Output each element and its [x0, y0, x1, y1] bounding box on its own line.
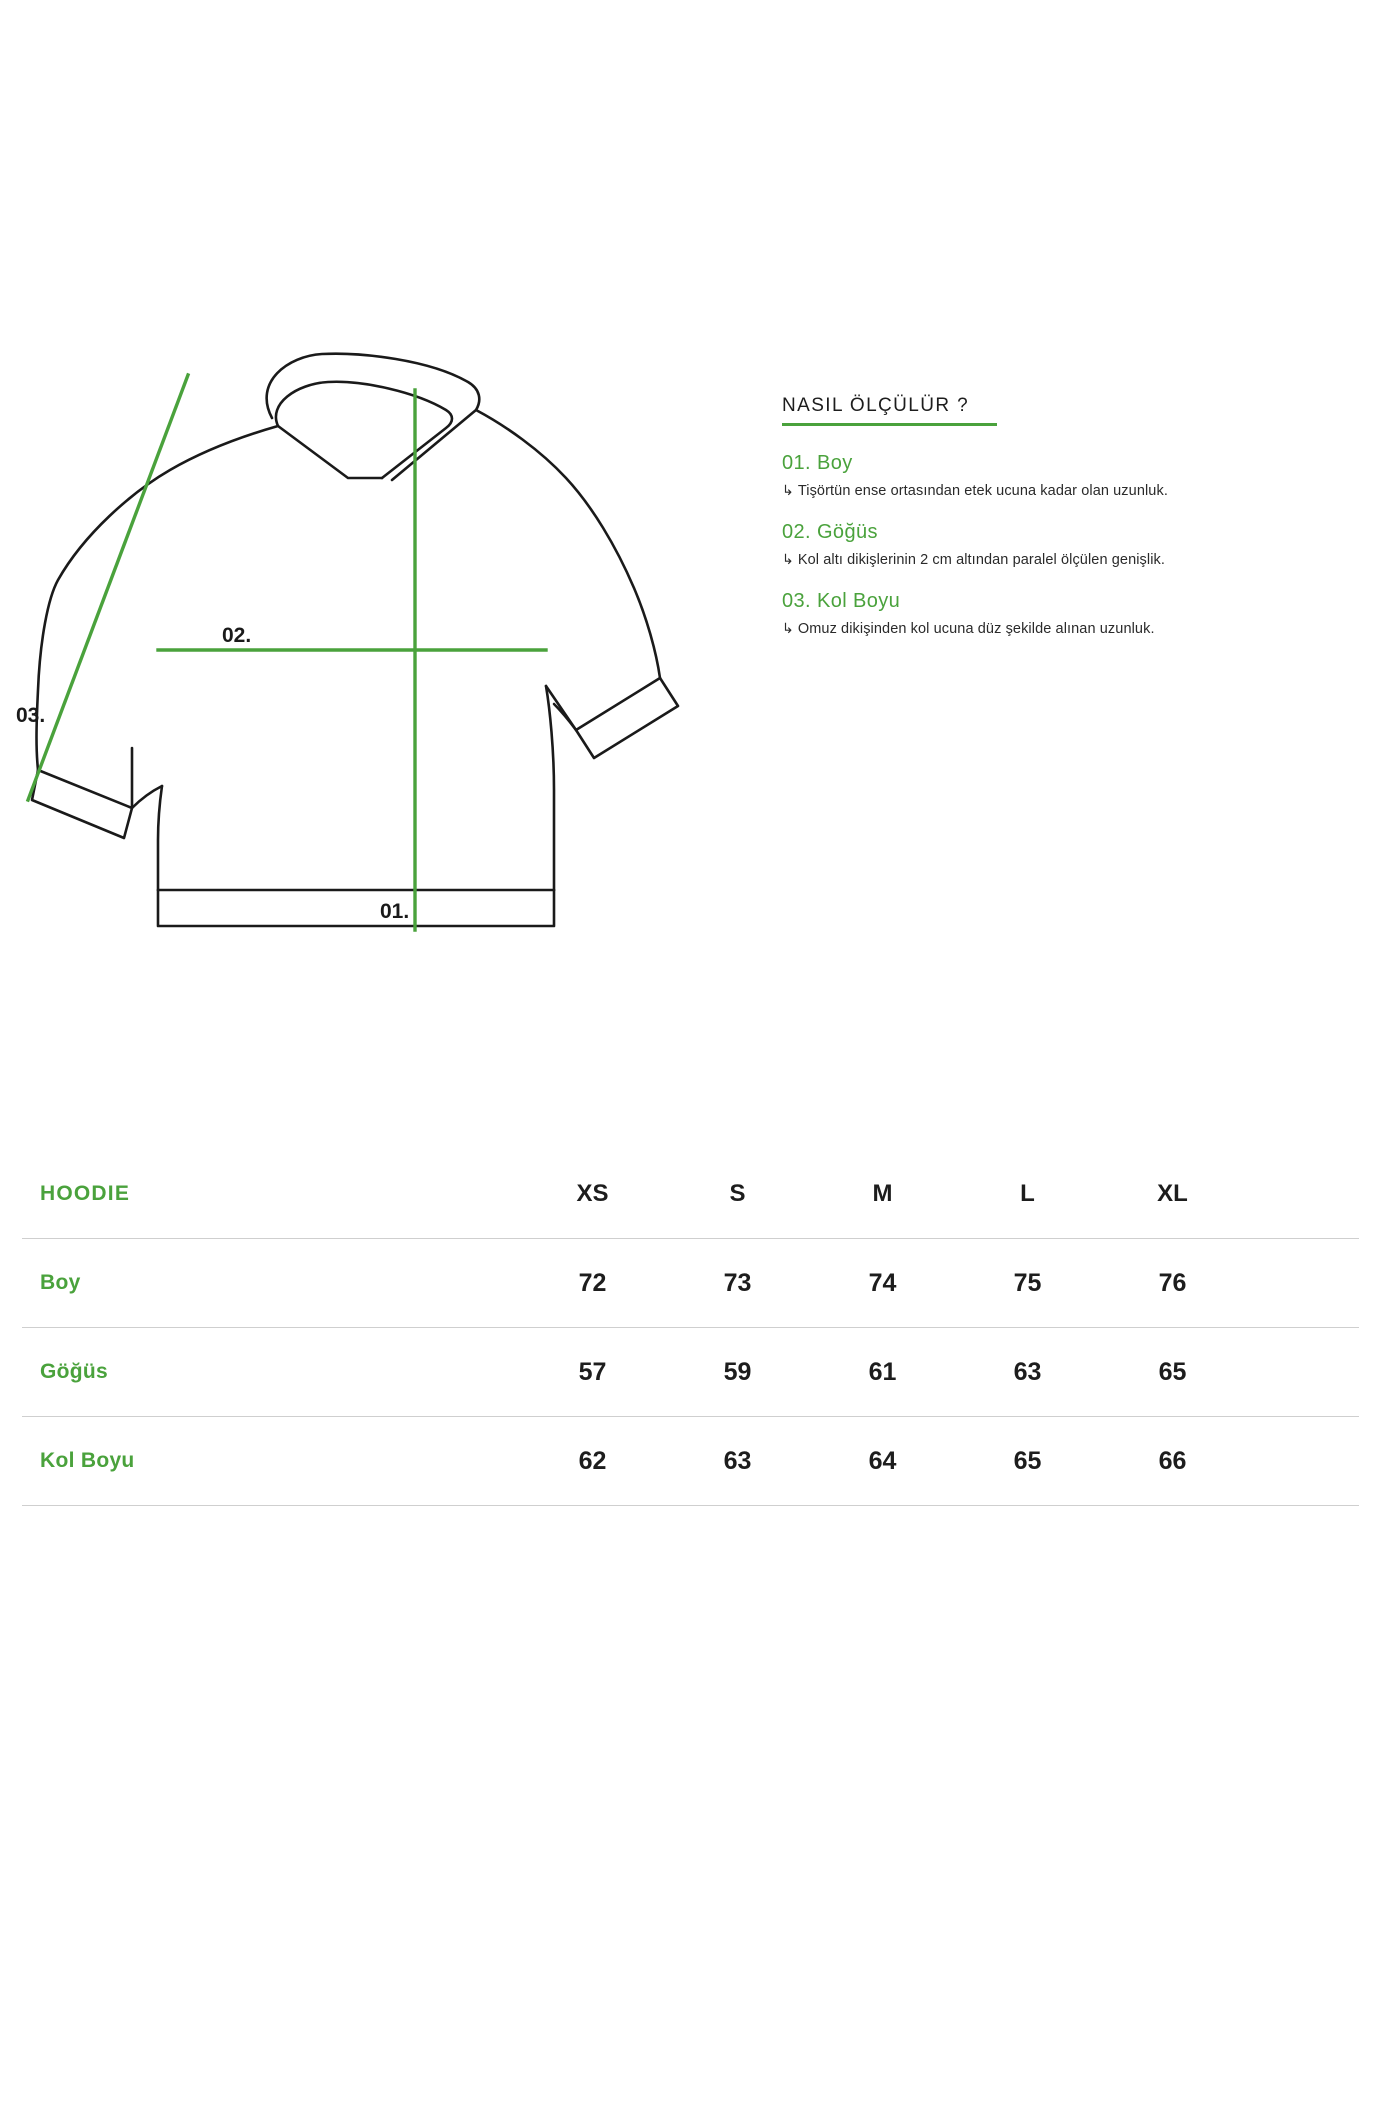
- product-type-label: HOODIE: [40, 1182, 131, 1205]
- value-cell: 65: [1013, 1446, 1042, 1475]
- legend-item-desc-text: Kol altı dikişlerinin 2 cm altından paralel ölçülen genişlik.: [797, 552, 1166, 568]
- value-cell: 57: [578, 1357, 607, 1386]
- legend-item-desc: [782, 482, 1322, 499]
- value-cell: 59: [723, 1357, 752, 1386]
- value-cell: 63: [723, 1446, 752, 1475]
- legend-item-sleeve: [782, 590, 1322, 637]
- legend-item-desc: [782, 620, 1322, 637]
- measurement-illustration-section: [0, 330, 1400, 970]
- value-cell: 62: [578, 1446, 607, 1475]
- legend-item-title: 02. Göğüs: [782, 521, 878, 543]
- measure-label-kol-boyu: Kol Boyu: [40, 1449, 135, 1472]
- spacer-cell: [1245, 1328, 1359, 1417]
- value-cell: 66: [1158, 1446, 1187, 1475]
- size-chart-table: [22, 1150, 1359, 1506]
- size-chart-head: [22, 1150, 1359, 1239]
- legend-item-title: 01. Boy: [782, 452, 853, 474]
- value-cell: 63: [1013, 1357, 1042, 1386]
- spacer-cell: [1245, 1417, 1359, 1506]
- legend-item-chest: [782, 521, 1322, 568]
- legend-item-desc-text: Tişörtün ense ortasından etek ucuna kadar olan uzunluk.: [797, 483, 1168, 499]
- value-cell: 61: [868, 1357, 897, 1386]
- arrow-icon: ↳: [782, 551, 794, 567]
- table-row: [22, 1239, 1359, 1328]
- size-column-m: M: [872, 1180, 893, 1207]
- value-cell: 75: [1013, 1268, 1042, 1297]
- measure-label-boy: Boy: [40, 1271, 81, 1294]
- how-to-measure-legend: [782, 395, 1322, 659]
- arrow-icon: ↳: [782, 482, 794, 498]
- legend-title: NASIL ÖLÇÜLÜR ?: [782, 395, 970, 416]
- size-column-xl: XL: [1157, 1180, 1188, 1207]
- hoodie-diagram: [10, 330, 750, 950]
- measure-label-gogus: Göğüs: [40, 1360, 108, 1383]
- value-cell: 73: [723, 1268, 752, 1297]
- chest-label: 02.: [222, 624, 252, 647]
- legend-item-desc-text: Omuz dikişinden kol ucuna düz şekilde alınan uzunluk.: [797, 621, 1155, 637]
- value-cell: 74: [868, 1268, 897, 1297]
- legend-item-title: 03. Kol Boyu: [782, 590, 901, 612]
- spacer-cell: [1245, 1150, 1359, 1239]
- legend-title-underline: [782, 423, 997, 426]
- value-cell: 76: [1158, 1268, 1187, 1297]
- size-chart-body: [22, 1239, 1359, 1506]
- sleeve-label: 03.: [16, 704, 46, 727]
- legend-item-desc: [782, 551, 1322, 568]
- value-cell: 64: [868, 1446, 897, 1475]
- size-column-s: S: [729, 1180, 746, 1207]
- arrow-icon: ↳: [782, 620, 794, 636]
- size-column-xs: XS: [576, 1180, 609, 1207]
- value-cell: 65: [1158, 1357, 1187, 1386]
- length-label: 01.: [380, 900, 410, 923]
- spacer-cell: [1245, 1239, 1359, 1328]
- value-cell: 72: [578, 1268, 607, 1297]
- legend-item-length: [782, 452, 1322, 499]
- table-row: [22, 1328, 1359, 1417]
- size-column-l: L: [1020, 1180, 1035, 1207]
- table-header-row: [22, 1150, 1359, 1239]
- table-row: [22, 1417, 1359, 1506]
